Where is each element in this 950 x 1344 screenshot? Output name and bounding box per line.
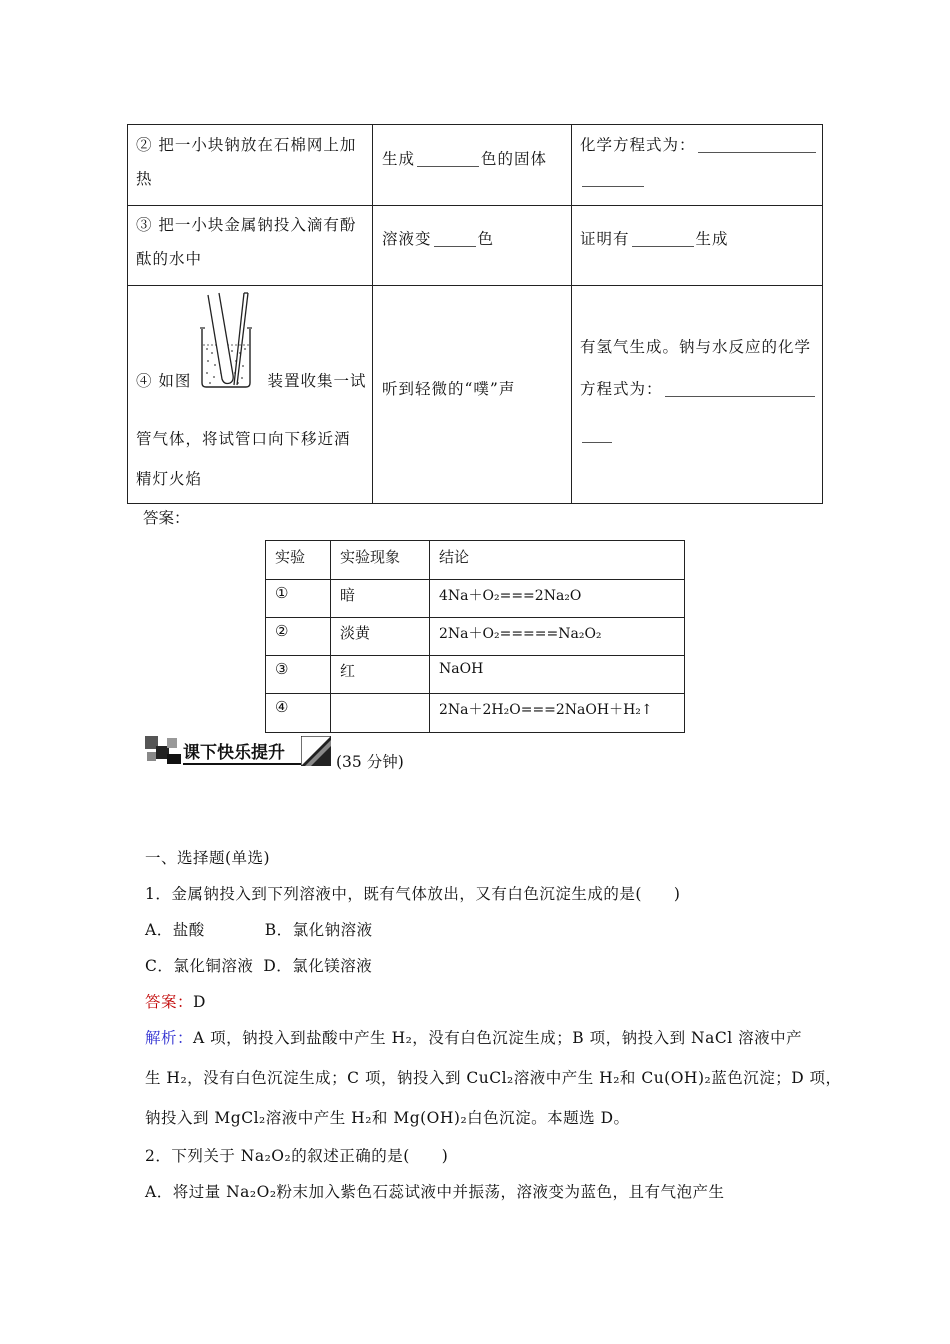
q1-analysis-line1 — [145, 1026, 802, 1048]
answer-row-phenomenon: 红 — [340, 662, 356, 680]
q1-answer-value: D — [193, 993, 206, 1011]
q1-option-c: C．氯化铜溶液 — [145, 957, 254, 975]
row4-conclusion-label: 方程式为： — [580, 380, 663, 398]
q1-analysis-line3: 钠投入到 MgCl₂溶液中产生 H₂和 Mg(OH)₂白色沉淀。本题选 D。 — [145, 1109, 630, 1127]
q2-option-a: A．将过量 Na₂O₂粉末加入紫色石蕊试液中并振荡，溶液变为蓝色，且有气泡产生 — [145, 1183, 725, 1201]
fill-blank — [632, 246, 694, 247]
answer-row-id: ① — [275, 584, 289, 602]
header-phenomenon: 实验现象 — [340, 548, 401, 566]
q1-analysis-line2: 生 H₂，没有白色沉淀生成；C 项，钠投入到 CuCl₂溶液中产生 H₂和 Cu(OH)₂蓝色沉淀；D 项， — [145, 1069, 842, 1087]
row4-conclusion-line3 — [580, 415, 614, 455]
q1-analysis-text1: A 项，钠投入到盐酸中产生 H₂，没有白色沉淀生成；B 项，钠投入到 NaCl 溶液中产 — [193, 1029, 803, 1047]
row2-phenomenon — [382, 139, 547, 179]
answer-row-conclusion: 2Na＋O₂=====Na₂O₂ — [439, 626, 602, 642]
experiment-table — [127, 124, 823, 504]
answer-row-conclusion: 4Na＋O₂===2Na₂O — [439, 588, 582, 604]
q1-option-b: B．氯化钠溶液 — [264, 921, 373, 939]
row-divider — [266, 693, 684, 694]
row2-phenomenon-pre: 生成 — [382, 150, 416, 168]
row3-phenomenon-pre: 溶液变 — [382, 230, 432, 248]
row3-phenomenon — [382, 219, 494, 259]
q1-options-ab — [145, 918, 373, 940]
answer-row-phenomenon: 暗 — [340, 586, 356, 604]
row4-phenomenon: 听到轻微的“噗”声 — [382, 380, 516, 398]
row3-phenomenon-post: 色 — [477, 230, 495, 248]
row2-conclusion-label: 化学方程式为： — [580, 136, 696, 154]
row-divider — [266, 579, 684, 580]
row4-operation-line2: 管气体，将试管口向下移近酒 — [136, 430, 351, 448]
col-divider — [372, 125, 373, 503]
q1-stem: 1．金属钠投入到下列溶液中，既有气体放出，又有白色沉淀生成的是( ) — [145, 885, 681, 903]
row2-operation-line1: ② 把一小块钠放在石棉网上加 — [136, 136, 357, 154]
col-divider — [330, 541, 331, 732]
row3-operation-line2: 酞的水中 — [136, 250, 203, 268]
row4-operation-line3: 精灯火焰 — [136, 470, 203, 488]
q1-option-d: D．氯化镁溶液 — [263, 957, 373, 975]
banner-squares-icon — [145, 734, 185, 768]
answer-row-id: ④ — [275, 698, 289, 716]
row4-operation-post: 装置收集一试 — [267, 372, 367, 390]
fill-blank — [665, 396, 815, 397]
answer-row-id: ② — [275, 622, 289, 640]
header-experiment: 实验 — [275, 548, 306, 566]
section-time: (35 分钟) — [336, 753, 404, 771]
row3-conclusion-post: 生成 — [695, 230, 729, 248]
part-title: 一、选择题(单选) — [145, 849, 271, 867]
section-title: 课下快乐提升 — [183, 743, 285, 763]
q1-option-a: A．盐酸 — [145, 921, 205, 939]
row4-operation-pre: ④ 如图 — [136, 372, 192, 390]
answer-row-id: ③ — [275, 660, 289, 678]
q1-answer — [145, 990, 206, 1012]
row2-conclusion-cont — [580, 159, 646, 199]
row4-conclusion-line1: 有氢气生成。钠与水反应的化学 — [580, 338, 812, 356]
answer-table — [265, 540, 685, 733]
row3-operation-line1: ③ 把一小块金属钠投入滴有酚 — [136, 216, 357, 234]
fill-blank — [582, 442, 612, 443]
q1-options-cd — [145, 954, 372, 976]
answer-row-conclusion: 2Na＋2H₂O===2NaOH＋H₂↑ — [439, 702, 653, 718]
answer-label: 答案： — [143, 509, 190, 527]
fill-blank — [417, 166, 479, 167]
q1-answer-label: 答案： — [145, 993, 194, 1011]
beaker-test-tube-illustration — [198, 291, 254, 389]
fill-blank — [698, 152, 816, 153]
section-banner — [145, 734, 335, 768]
banner-corner-icon — [301, 736, 331, 766]
q2-stem: 2．下列关于 Na₂O₂的叙述正确的是( ) — [145, 1147, 449, 1165]
row2-phenomenon-post: 色的固体 — [481, 150, 548, 168]
q1-analysis-label: 解析： — [145, 1029, 194, 1047]
fill-blank — [582, 186, 644, 187]
row-divider — [266, 655, 684, 656]
answer-row-conclusion: NaOH — [439, 661, 484, 677]
col-divider — [429, 541, 430, 732]
banner-underline — [183, 763, 303, 765]
row-divider — [128, 285, 822, 286]
answer-row-phenomenon: 淡黄 — [340, 624, 371, 642]
row3-conclusion-pre: 证明有 — [580, 230, 630, 248]
fill-blank — [434, 246, 476, 247]
row3-conclusion — [580, 219, 729, 259]
row4-conclusion-line2 — [580, 369, 817, 409]
row-divider — [266, 617, 684, 618]
row2-operation-line2: 热 — [136, 170, 153, 188]
header-conclusion: 结论 — [439, 548, 470, 566]
col-divider — [571, 125, 572, 503]
